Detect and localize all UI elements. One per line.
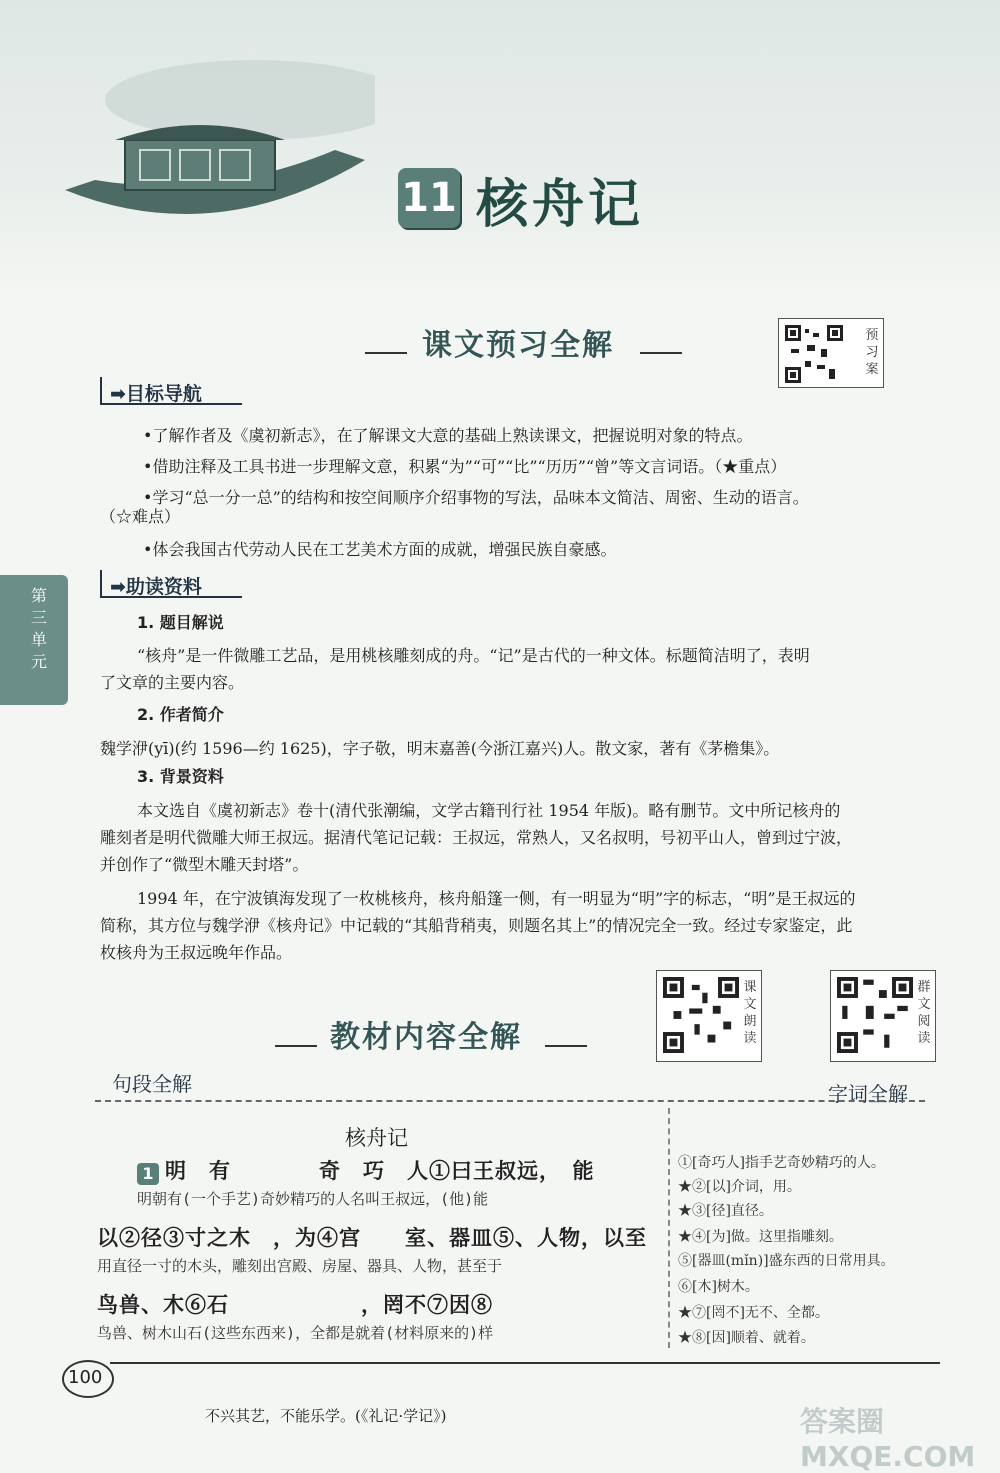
goal-line: （☆难点） xyxy=(100,507,181,526)
qr-label: 课文朗读 xyxy=(743,980,757,1046)
classic-line: 鸟兽、木⑥石 ，罔不⑦因⑧ xyxy=(97,1292,493,1317)
title-explain-heading: 1. 题目解说 xyxy=(137,613,224,632)
section-rule-left xyxy=(275,1045,317,1047)
arrow-icon: ➡ xyxy=(110,383,126,405)
background-heading: 3. 背景资料 xyxy=(137,767,224,786)
word-note: ⑥[木]树木。 xyxy=(678,1279,759,1295)
translation-line: 鸟兽、树木山石(这些东西来)，全都是就着(材料原来的)样 xyxy=(97,1324,494,1342)
unit-tab[interactable] xyxy=(0,575,68,705)
body-line: 简称，其方位与魏学洢《核舟记》中记载的“其船背稍夷，则题名其上”的情况完全一致。经过专家鉴定，此 xyxy=(100,916,853,935)
body-line: “核舟”是一件微雕工艺品，是用桃核雕刻成的舟。“记”是古代的一种文体。标题简洁明了，表明 xyxy=(137,646,810,665)
section-content-heading: 教材内容全解 xyxy=(330,1020,522,1055)
qr-label: 群文阅读 xyxy=(917,980,931,1046)
section-rule-right xyxy=(640,352,682,354)
qr-code-icon xyxy=(663,977,739,1053)
boat-illustration xyxy=(55,40,375,230)
reading-heading: ➡助读资料 xyxy=(110,576,202,598)
word-note: ★④[为]做。这里指雕刻。 xyxy=(678,1229,843,1245)
translation-line: 明朝有(一个手艺)奇妙精巧的人名叫王叔远，(他)能 xyxy=(137,1190,489,1208)
column-divider xyxy=(668,1108,670,1348)
goals-heading: ➡目标导航 xyxy=(110,383,202,405)
word-note: ⑤[器皿(mǐn)]盛东西的日常用具。 xyxy=(678,1253,895,1269)
footer-quote: 不兴其艺，不能乐学。(《礼记·学记》) xyxy=(205,1407,447,1425)
body-line: 枚核舟为王叔远晚年作品。 xyxy=(100,943,293,962)
page-number: 100 xyxy=(68,1367,103,1388)
qr-code-icon xyxy=(837,977,913,1053)
sentence-label: 句段全解 xyxy=(112,1072,192,1096)
body-line: 1994 年，在宁波镇海发现了一枚桃核舟，核舟船篷一侧，有一明显为“明”字的标志，“明”是王叔远的 xyxy=(137,889,856,908)
translation-line: 用直径一寸的木头，雕刻出宫殿、房屋、器具、人物，甚至于 xyxy=(97,1257,503,1275)
goal-line: •体会我国古代劳动人民在工艺美术方面的成就，增强民族自豪感。 xyxy=(143,540,617,559)
paragraph-marker: 1 xyxy=(137,1163,159,1185)
word-note: ★③[径]直径。 xyxy=(678,1203,773,1219)
qr-preview[interactable] xyxy=(778,318,884,388)
section-preview-heading: 课文预习全解 xyxy=(422,328,614,363)
unit-tab-label: 第三单元 xyxy=(30,586,47,671)
arrow-icon: ➡ xyxy=(110,576,126,598)
body-line: 魏学洢(yī)(约 1596—约 1625)，字子敬，明末嘉善(今浙江嘉兴)人。散文家，著有《茅檐集》。 xyxy=(100,739,780,758)
word-note: ★⑧[因]顺着、就着。 xyxy=(678,1330,815,1346)
qr-label: 预习案 xyxy=(865,328,879,377)
word-note: ★⑦[罔不]无不、全都。 xyxy=(678,1305,829,1321)
body-line: 本文选自《虞初新志》卷十(清代张潮编，文学古籍刊行社 1954 年版)。略有删节。文中所记核舟的 xyxy=(137,801,841,820)
section-rule-right xyxy=(545,1045,587,1047)
lesson-number: 11 xyxy=(398,168,460,228)
qr-reading[interactable] xyxy=(656,970,762,1062)
footer-rule xyxy=(110,1362,940,1364)
body-line: 雕刻者是明代微雕大师王叔远。据清代笔记记载：王叔远，常熟人，又名叔明，号初平山人，曾到过宁波， xyxy=(100,828,853,847)
goal-line: •了解作者及《虞初新志》，在了解课文大意的基础上熟读课文，把握说明对象的特点。 xyxy=(143,426,753,445)
word-label: 字词全解 xyxy=(828,1082,908,1106)
goal-line: •借助注释及工具书进一步理解文意，积累“为”“可”“比”“历历”“曾”等文言词语。（★重点） xyxy=(143,457,787,476)
lesson-title: 核舟记 xyxy=(476,175,645,235)
author-heading: 2. 作者简介 xyxy=(137,705,224,724)
watermark-logo: 答案圈 MXQE.COM xyxy=(800,1405,976,1473)
text-title: 核舟记 xyxy=(345,1126,408,1150)
qr-group-reading[interactable] xyxy=(830,970,936,1062)
dashed-divider xyxy=(95,1100,925,1102)
body-line: 并创作了“微型木雕天封塔”。 xyxy=(100,855,309,874)
goal-line: •学习“总一分一总”的结构和按空间顺序介绍事物的写法，品味本文简洁、周密、生动的语言。 xyxy=(143,488,809,507)
word-note: ★②[以]介词，用。 xyxy=(678,1179,801,1195)
body-line: 了文章的主要内容。 xyxy=(100,673,245,692)
word-note: ①[奇巧人]指手艺奇妙精巧的人。 xyxy=(678,1155,885,1171)
section-rule-left xyxy=(365,352,407,354)
classic-line: 以②径③寸之木 ，为④宫 室、器皿⑤、人物，以至 xyxy=(97,1225,647,1250)
qr-code-icon xyxy=(785,325,843,383)
classic-line: 明 有 奇 巧 人①曰王叔远， 能 xyxy=(165,1158,595,1183)
